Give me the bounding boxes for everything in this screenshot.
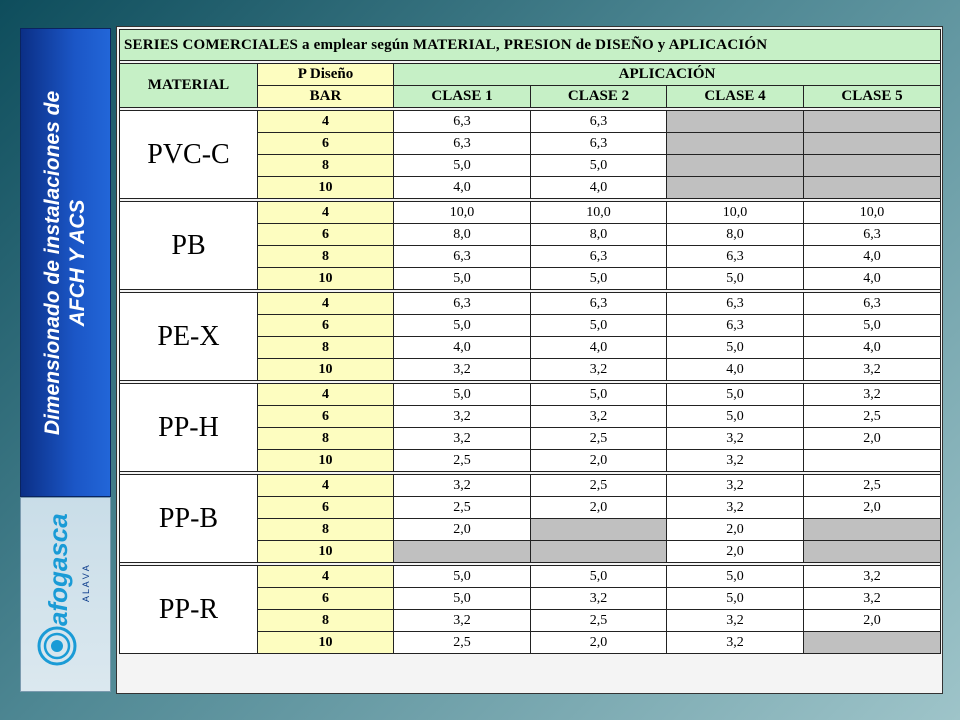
series-table <box>119 29 941 654</box>
side-title-line2: AFCH Y ACS <box>66 199 90 326</box>
pressure-cell: 4 <box>258 293 394 315</box>
series-value-cell: 3,2 <box>804 359 941 381</box>
series-value-cell: 5,0 <box>531 384 667 406</box>
series-value-cell: 3,2 <box>804 588 941 610</box>
series-value-cell: 4,0 <box>531 177 667 199</box>
pressure-cell: 8 <box>258 519 394 541</box>
series-value-cell: 2,0 <box>804 428 941 450</box>
pressure-cell: 6 <box>258 133 394 155</box>
not-applicable-cell <box>667 177 804 199</box>
series-value-cell: 3,2 <box>394 428 531 450</box>
series-value-cell: 6,3 <box>667 246 804 268</box>
series-value-cell: 2,0 <box>531 497 667 519</box>
table-row <box>120 293 941 315</box>
logo-box <box>20 497 111 692</box>
material-cell: PP-B <box>120 475 258 563</box>
series-value-cell: 6,3 <box>394 246 531 268</box>
logo-region: A L A V A <box>81 565 91 602</box>
series-value-cell: 2,0 <box>667 541 804 563</box>
not-applicable-cell <box>804 519 941 541</box>
pressure-cell: 8 <box>258 337 394 359</box>
material-cell: PE-X <box>120 293 258 381</box>
pressure-cell: 10 <box>258 177 394 199</box>
not-applicable-cell <box>531 541 667 563</box>
not-applicable-cell <box>667 155 804 177</box>
series-value-cell: 3,2 <box>394 359 531 381</box>
table-row <box>120 202 941 224</box>
series-value-cell: 3,2 <box>394 610 531 632</box>
series-value-cell: 5,0 <box>394 566 531 588</box>
not-applicable-cell <box>531 519 667 541</box>
pressure-cell: 4 <box>258 384 394 406</box>
series-value-cell: 3,2 <box>667 475 804 497</box>
series-value-cell: 2,5 <box>531 475 667 497</box>
series-value-cell: 6,3 <box>667 293 804 315</box>
series-value-cell: 4,0 <box>804 268 941 290</box>
series-value-cell: 3,2 <box>394 406 531 428</box>
series-value-cell: 2,5 <box>531 428 667 450</box>
not-applicable-cell <box>804 111 941 133</box>
series-value-cell: 3,2 <box>667 632 804 654</box>
not-applicable-cell <box>667 111 804 133</box>
series-value-cell: 2,5 <box>394 632 531 654</box>
series-value-cell: 3,2 <box>667 497 804 519</box>
material-cell: PVC-C <box>120 111 258 199</box>
series-value-cell: 6,3 <box>394 293 531 315</box>
not-applicable-cell <box>804 541 941 563</box>
pressure-cell: 6 <box>258 406 394 428</box>
pressure-cell: 4 <box>258 111 394 133</box>
header-application: APLICACIÓN <box>394 64 941 86</box>
afogasca-logo <box>21 498 110 691</box>
not-applicable-cell <box>804 133 941 155</box>
series-value-cell: 8,0 <box>667 224 804 246</box>
series-value-cell: 3,2 <box>394 475 531 497</box>
pressure-cell: 10 <box>258 359 394 381</box>
series-value-cell <box>804 450 941 472</box>
series-value-cell: 8,0 <box>394 224 531 246</box>
series-value-cell: 5,0 <box>667 588 804 610</box>
pressure-cell: 6 <box>258 315 394 337</box>
series-value-cell: 6,3 <box>804 293 941 315</box>
series-value-cell: 3,2 <box>531 359 667 381</box>
series-value-cell: 6,3 <box>394 111 531 133</box>
series-value-cell: 10,0 <box>804 202 941 224</box>
series-value-cell: 2,5 <box>394 450 531 472</box>
pressure-cell: 6 <box>258 497 394 519</box>
logo-name: afogasca <box>43 513 73 626</box>
series-value-cell: 3,2 <box>667 428 804 450</box>
series-value-cell: 2,0 <box>804 497 941 519</box>
series-value-cell: 5,0 <box>394 384 531 406</box>
series-value-cell: 5,0 <box>667 337 804 359</box>
series-value-cell: 5,0 <box>667 406 804 428</box>
material-cell: PP-H <box>120 384 258 472</box>
pressure-cell: 6 <box>258 224 394 246</box>
header-pressure-top: P Diseño <box>258 64 394 86</box>
series-value-cell: 2,0 <box>394 519 531 541</box>
series-value-cell: 3,2 <box>531 406 667 428</box>
pressure-cell: 8 <box>258 155 394 177</box>
series-value-cell: 10,0 <box>394 202 531 224</box>
header-class-5: CLASE 5 <box>804 86 941 108</box>
pressure-cell: 8 <box>258 610 394 632</box>
series-value-cell: 5,0 <box>394 268 531 290</box>
table-frame <box>116 26 943 694</box>
series-value-cell: 6,3 <box>531 293 667 315</box>
pressure-cell: 8 <box>258 246 394 268</box>
not-applicable-cell <box>394 541 531 563</box>
header-pressure-bottom: BAR <box>258 86 394 108</box>
series-value-cell: 3,2 <box>804 384 941 406</box>
series-value-cell: 5,0 <box>394 315 531 337</box>
series-value-cell: 4,0 <box>531 337 667 359</box>
series-value-cell: 2,0 <box>804 610 941 632</box>
series-value-cell: 10,0 <box>531 202 667 224</box>
not-applicable-cell <box>667 133 804 155</box>
series-value-cell: 4,0 <box>394 337 531 359</box>
series-value-cell: 4,0 <box>804 337 941 359</box>
pressure-cell: 4 <box>258 202 394 224</box>
table-row <box>120 475 941 497</box>
material-cell: PB <box>120 202 258 290</box>
series-value-cell: 2,0 <box>667 519 804 541</box>
pressure-cell: 4 <box>258 566 394 588</box>
logo-drop-icon <box>39 628 75 664</box>
series-value-cell: 5,0 <box>667 384 804 406</box>
not-applicable-cell <box>804 177 941 199</box>
series-value-cell: 5,0 <box>531 566 667 588</box>
series-value-cell: 2,5 <box>531 610 667 632</box>
table-row <box>120 111 941 133</box>
series-value-cell: 4,0 <box>804 246 941 268</box>
pressure-cell: 10 <box>258 541 394 563</box>
series-value-cell: 5,0 <box>667 566 804 588</box>
series-value-cell: 5,0 <box>531 315 667 337</box>
series-value-cell: 2,5 <box>804 406 941 428</box>
pressure-cell: 4 <box>258 475 394 497</box>
pressure-cell: 10 <box>258 450 394 472</box>
series-value-cell: 5,0 <box>667 268 804 290</box>
series-value-cell: 4,0 <box>394 177 531 199</box>
series-value-cell: 8,0 <box>531 224 667 246</box>
series-value-cell: 5,0 <box>531 155 667 177</box>
series-value-cell: 3,2 <box>667 610 804 632</box>
series-value-cell: 6,3 <box>667 315 804 337</box>
pressure-cell: 10 <box>258 268 394 290</box>
series-value-cell: 2,0 <box>531 632 667 654</box>
pressure-cell: 6 <box>258 588 394 610</box>
table-row <box>120 384 941 406</box>
series-value-cell: 5,0 <box>531 268 667 290</box>
series-value-cell: 4,0 <box>667 359 804 381</box>
series-value-cell: 5,0 <box>394 588 531 610</box>
header-material: MATERIAL <box>120 64 258 108</box>
table-title: SERIES COMERCIALES a emplear según MATERIAL, PRESION de DISEÑO y APLICACIÓN <box>120 30 941 61</box>
side-title-bar <box>20 28 111 497</box>
header-class-4: CLASE 4 <box>667 86 804 108</box>
header-class-2: CLASE 2 <box>531 86 667 108</box>
pressure-cell: 10 <box>258 632 394 654</box>
not-applicable-cell <box>804 155 941 177</box>
series-value-cell: 2,5 <box>394 497 531 519</box>
header-class-1: CLASE 1 <box>394 86 531 108</box>
side-title-text <box>41 90 91 434</box>
series-value-cell: 6,3 <box>531 133 667 155</box>
series-value-cell: 3,2 <box>531 588 667 610</box>
series-value-cell: 6,3 <box>531 246 667 268</box>
series-value-cell: 6,3 <box>531 111 667 133</box>
series-value-cell: 5,0 <box>394 155 531 177</box>
series-value-cell: 5,0 <box>804 315 941 337</box>
series-value-cell: 6,3 <box>394 133 531 155</box>
not-applicable-cell <box>804 632 941 654</box>
pressure-cell: 8 <box>258 428 394 450</box>
series-value-cell: 3,2 <box>804 566 941 588</box>
table-row <box>120 566 941 588</box>
series-value-cell: 2,5 <box>804 475 941 497</box>
series-value-cell: 6,3 <box>804 224 941 246</box>
series-value-cell: 10,0 <box>667 202 804 224</box>
series-value-cell: 3,2 <box>667 450 804 472</box>
series-value-cell: 2,0 <box>531 450 667 472</box>
material-cell: PP-R <box>120 566 258 654</box>
side-title-line1: Dimensionado de instalaciones de <box>41 90 65 435</box>
